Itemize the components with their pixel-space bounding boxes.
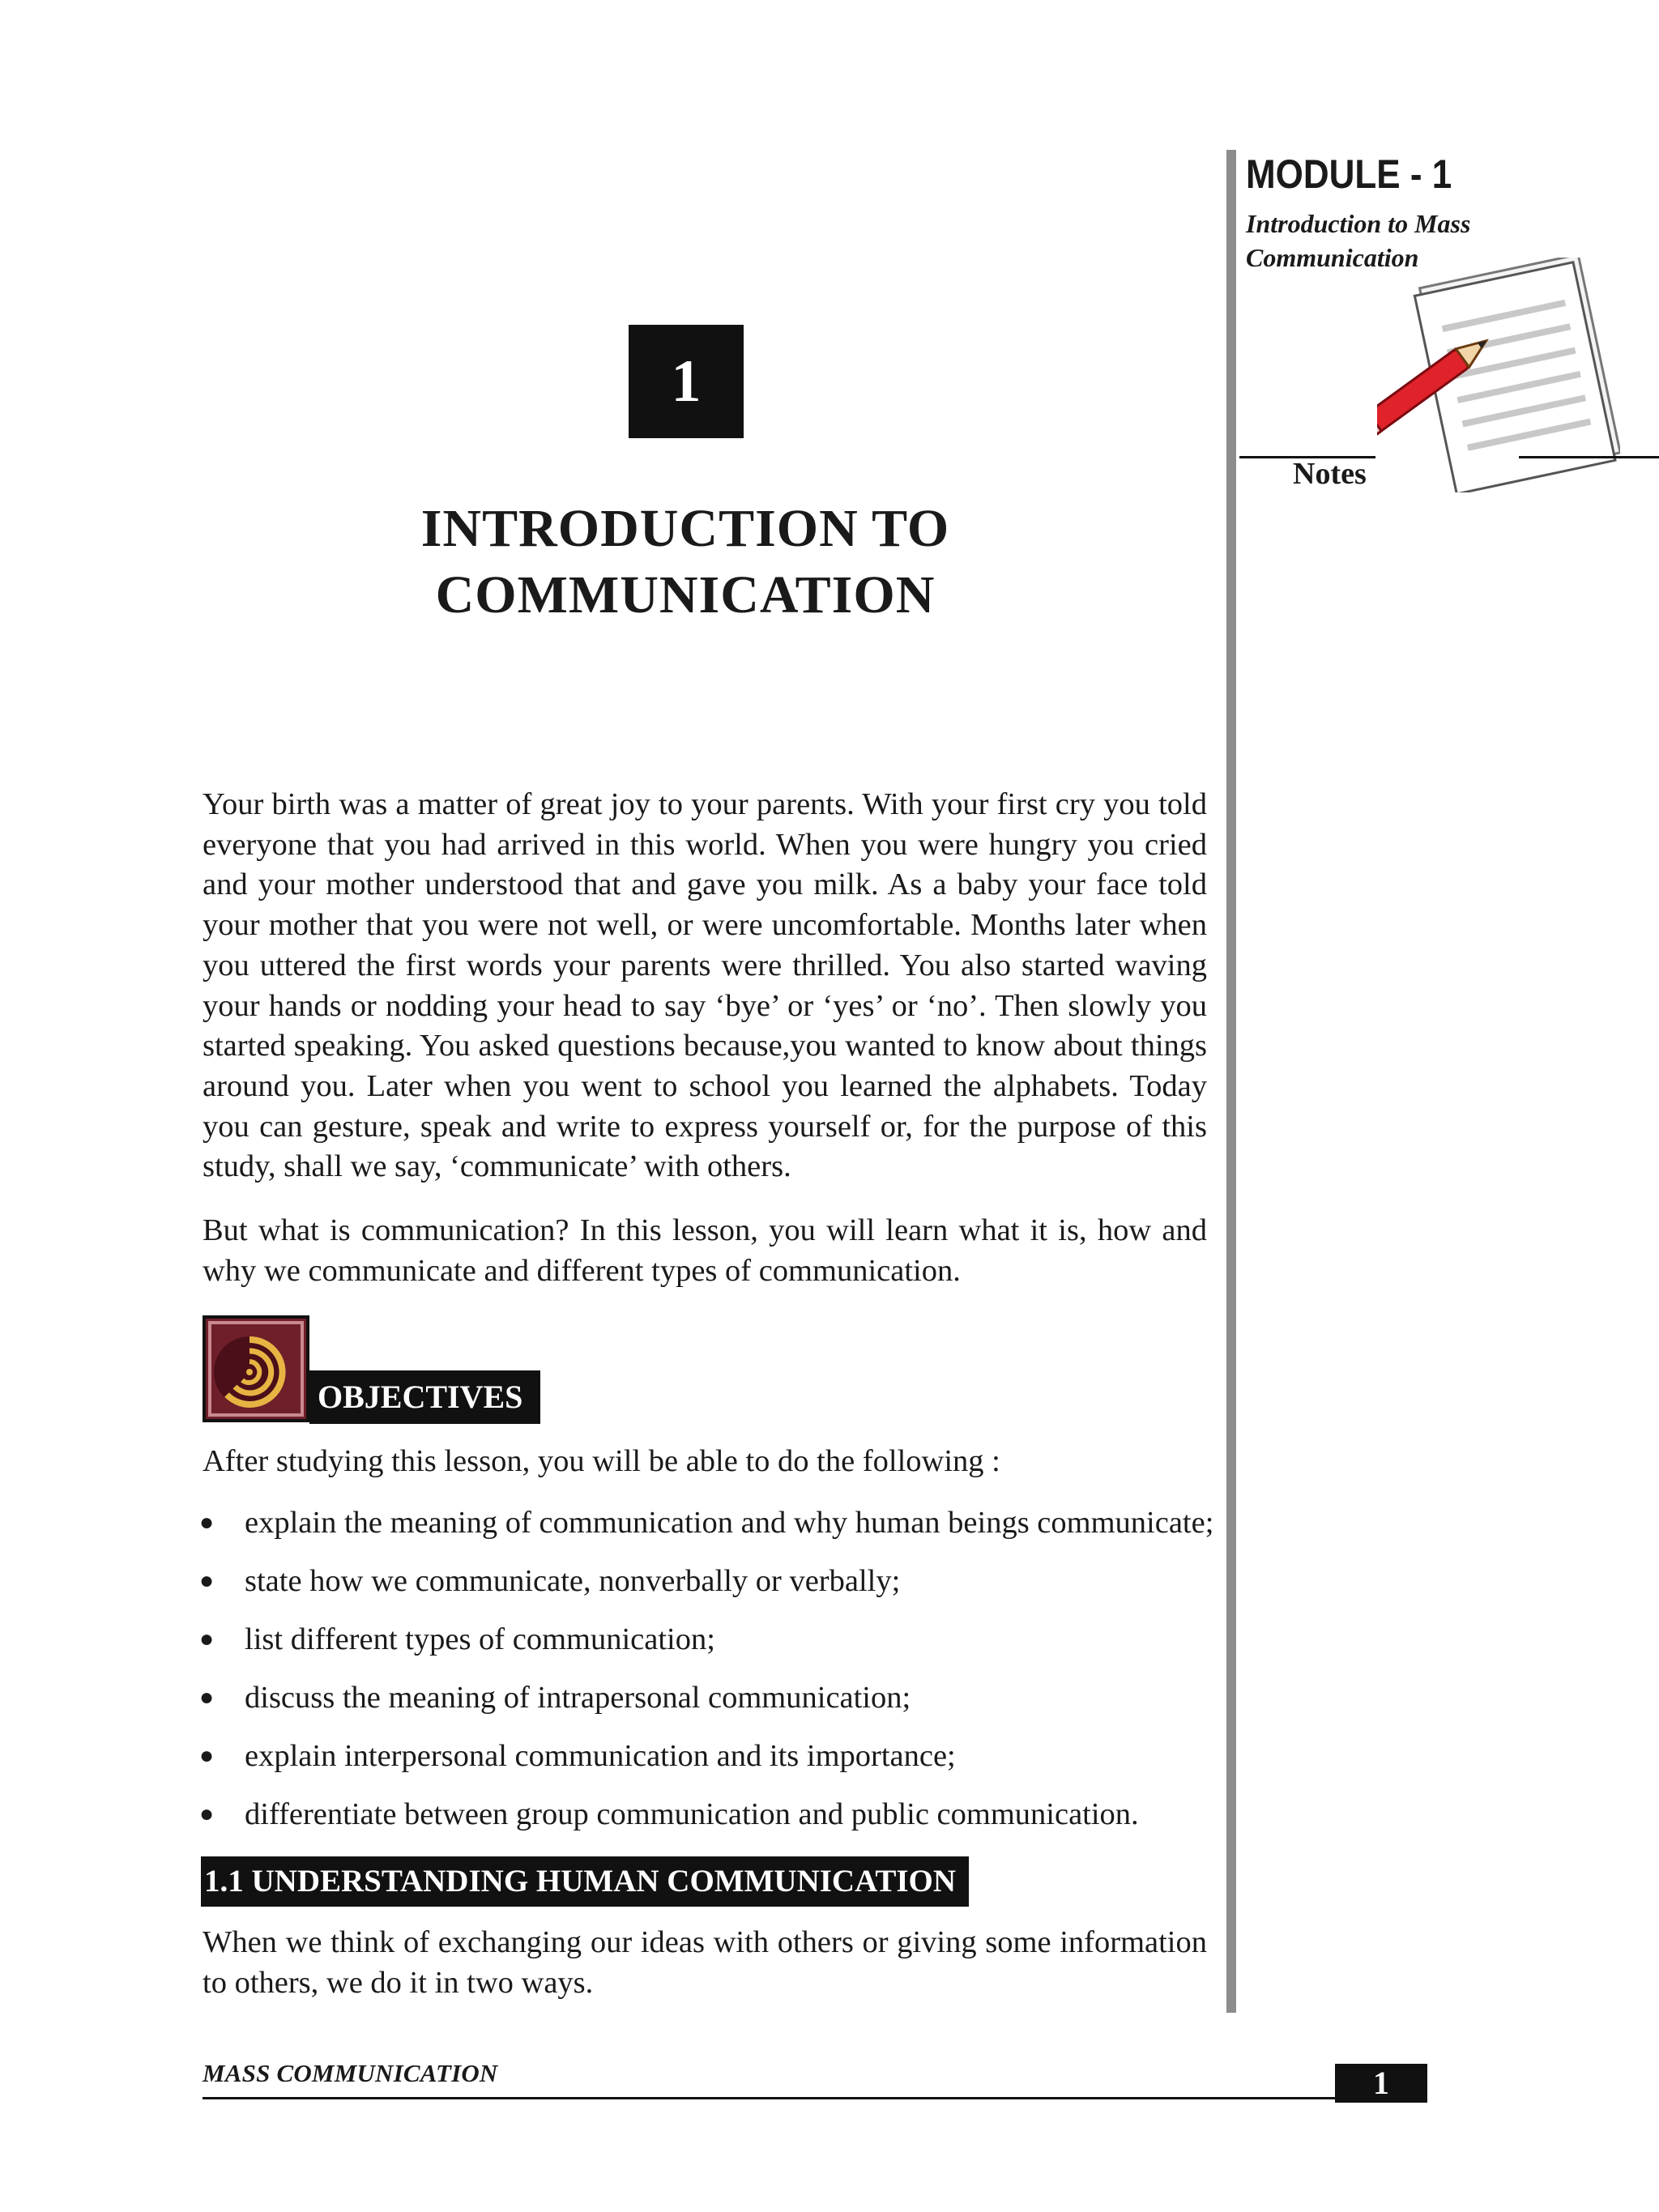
- text-line: But what is communication? In this lesson, you will learn what it is, how and: [203, 1213, 1207, 1247]
- list-item-text: explain interpersonal communication and its importance;: [245, 1739, 956, 1773]
- bullet-icon: ●: [199, 1801, 215, 1827]
- page-number: 1: [1335, 2064, 1427, 2103]
- footer-rule: [203, 2097, 1427, 2099]
- list-item-text: differentiate between group communication and public communication.: [245, 1797, 1139, 1831]
- text-line: started speaking. You asked questions because,you wanted to know about things: [203, 1029, 1207, 1063]
- text-line: you can gesture, speak and write to express yourself or, for the purpose of this: [203, 1109, 1207, 1144]
- text-line: Your birth was a matter of great joy to your parents. With your first cry you told: [203, 787, 1207, 821]
- text-line: to others, we do it in two ways.: [203, 1965, 594, 2000]
- intro-paragraph: [203, 785, 1207, 1187]
- chapter-title-line1: INTRODUCTION TO: [420, 499, 950, 558]
- module-title: MODULE - 1: [1246, 151, 1452, 197]
- notes-rule-right: [1519, 456, 1659, 458]
- text-line: you uttered the first words your parents were thrilled. You also started waving: [203, 948, 1207, 982]
- list-item-text: state how we communicate, nonverbally or verbally;: [245, 1564, 901, 1598]
- list-item-text: discuss the meaning of intrapersonal communication;: [245, 1681, 911, 1715]
- module-subtitle-line2: Communication: [1246, 243, 1419, 272]
- objectives-label: OBJECTIVES: [309, 1370, 540, 1424]
- module-subtitle-line1: Introduction to Mass: [1246, 209, 1471, 238]
- text-line: why we communicate and different types of communication.: [203, 1253, 961, 1288]
- objectives-intro: After studying this lesson, you will be able to do the following :: [203, 1444, 1000, 1478]
- bullet-icon: ●: [199, 1626, 215, 1652]
- chapter-title-line2: COMMUNICATION: [435, 565, 936, 624]
- chapter-title: [219, 496, 1152, 629]
- bullet-icon: ●: [199, 1742, 215, 1769]
- text-line: around you. Later when you went to school you learned the alphabets. Today: [203, 1068, 1207, 1103]
- notes-label: Notes: [1293, 457, 1367, 491]
- question-paragraph: [203, 1211, 1207, 1291]
- bullet-icon: ●: [199, 1567, 215, 1594]
- margin-rule: [1226, 150, 1236, 2013]
- text-line: study, shall we say, ‘communicate’ with others.: [203, 1149, 791, 1184]
- list-item-text: explain the meaning of communication and why human beings communicate;: [245, 1506, 1214, 1540]
- text-line: everyone that you had arrived in this world. When you were hungry you cried: [203, 827, 1207, 862]
- text-line: your hands or nodding your head to say ‘bye’ or ‘yes’ or ‘no’. Then slowly you: [203, 988, 1207, 1023]
- chapter-number: 1: [629, 325, 744, 438]
- text-line: your mother that you were not well, or were uncomfortable. Months later when: [203, 908, 1207, 943]
- section-heading: 1.1 UNDERSTANDING HUMAN COMMUNICATION: [201, 1856, 969, 1907]
- text-line: When we think of exchanging our ideas with others or giving some information: [203, 1925, 1207, 1959]
- footer-course-title: MASS COMMUNICATION: [203, 2059, 498, 2087]
- objectives-target-icon: [203, 1315, 309, 1422]
- text-line: and your mother understood that and gave you milk. As a baby your face told: [203, 867, 1207, 902]
- list-item-text: list different types of communication;: [245, 1622, 715, 1656]
- bullet-icon: ●: [199, 1684, 215, 1711]
- section-paragraph: [203, 1923, 1207, 2003]
- bullet-icon: ●: [199, 1509, 215, 1536]
